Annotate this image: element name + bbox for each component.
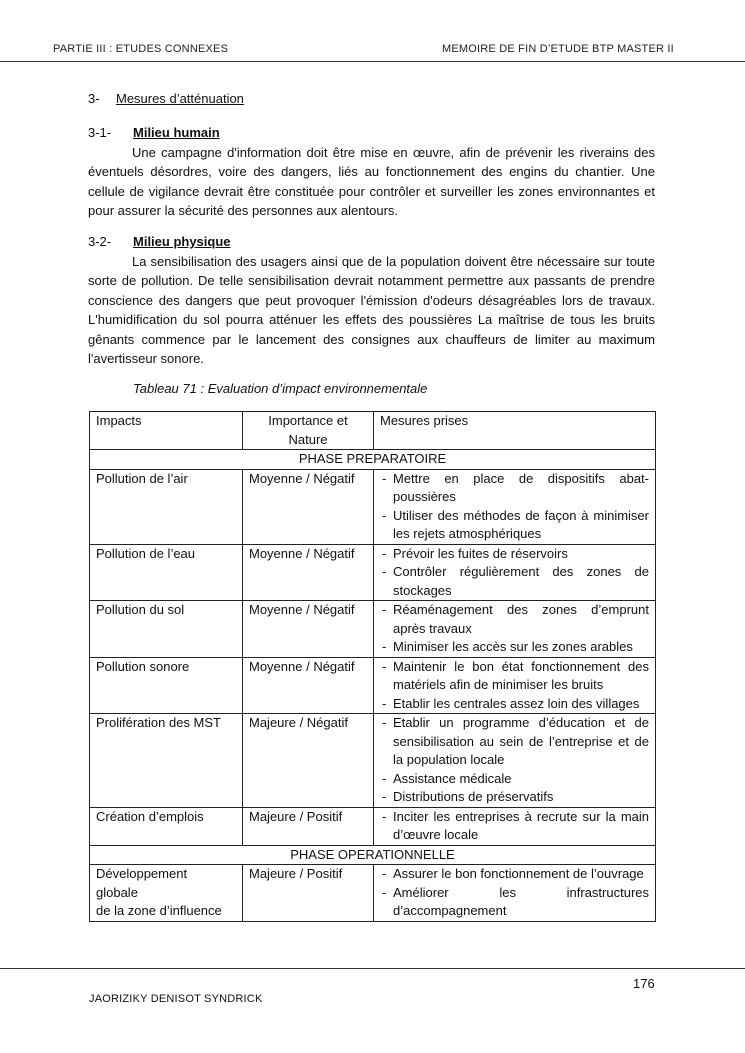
table-row (90, 657, 656, 714)
header-mesures: Mesures prises (374, 412, 656, 450)
importance-cell: Moyenne / Négatif (243, 601, 374, 658)
impact-cell (90, 865, 243, 922)
mesures-cell (374, 807, 656, 845)
mesure-item: - Etablir un programme d’éducation et de sensibilisation au sein de l’entreprise et de la population locale (380, 714, 649, 770)
importance-cell: Majeure / Positif (243, 807, 374, 845)
phase-label: PHASE PREPARATOIRE (90, 450, 656, 470)
header-right: MEMOIRE DE FIN D’ETUDE BTP MASTER II (442, 43, 674, 55)
mesures-cell (374, 714, 656, 808)
importance-cell: Moyenne / Négatif (243, 544, 374, 601)
mesure-item: - Maintenir le bon état fonctionnement des matériels afin de minimiser les bruits (380, 658, 649, 695)
importance-cell: Moyenne / Négatif (243, 657, 374, 714)
subsection-heading-physical (88, 234, 231, 249)
mesure-item: - Assurer le bon fonctionnement de l’ouvrage (380, 865, 649, 884)
subsection-title: Milieu physique (133, 234, 231, 249)
impact-cell: Pollution du sol (90, 601, 243, 658)
impact-cell: Pollution de l’air (90, 469, 243, 544)
impact-cell: Prolifération des MST (90, 714, 243, 808)
table-row (90, 807, 656, 845)
section-heading (88, 91, 244, 106)
table-row (90, 714, 656, 808)
importance-cell: Majeure / Négatif (243, 714, 374, 808)
table-row (90, 865, 656, 922)
mesure-item: - Etablir les centrales assez loin des villages (380, 695, 649, 714)
mesure-item: - Assistance médicale (380, 770, 649, 789)
table-row (90, 469, 656, 544)
footer-author: JAORIZIKY DENISOT SYNDRICK (89, 993, 263, 1005)
section-title: Mesures d’atténuation (116, 91, 244, 106)
phase-row (90, 845, 656, 865)
impact-cell: Pollution de l’eau (90, 544, 243, 601)
mesure-item: - Prévoir les fuites de réservoirs (380, 545, 649, 564)
table-caption: Tableau 71 : Evaluation d’impact environnementale (133, 381, 428, 396)
mesure-item: - Minimiser les accès sur les zones arables (380, 638, 649, 657)
paragraph-human: Une campagne d'information doit être mise en œuvre, afin de prévenir les riverains des éventuels désordres, voire des dangers, liés au fonctionnement des engins du chantier. Une cellule de vigilance devrait être constituée pour contrôler et surveiller les zones environnantes et pour assurer la sécurité des personnes aux alentours. (88, 145, 655, 219)
footer-divider (0, 968, 745, 969)
phase-label: PHASE OPERATIONNELLE (90, 845, 656, 865)
subsection-heading-human (88, 125, 220, 140)
impact-cell: Pollution sonore (90, 657, 243, 714)
subsection-title: Milieu humain (133, 125, 220, 140)
impact-table (89, 411, 656, 922)
header-importance: Importance et Nature (243, 412, 374, 450)
impact-cell: Création d’emplois (90, 807, 243, 845)
mesure-item: - Mettre en place de dispositifs abat-poussières (380, 470, 649, 507)
mesures-cell (374, 865, 656, 922)
subsection-number: 3-2- (88, 234, 112, 249)
importance-cell: Majeure / Positif (243, 865, 374, 922)
mesure-item: - Utiliser des méthodes de façon à minimiser les rejets atmosphériques (380, 507, 649, 544)
paragraph-physical: La sensibilisation des usagers ainsi que de la population doivent être nécessaire sur toute sorte de pollution. De telle sensibilisation devrait notamment permettre aux passants de prendre conscience des dangers que peut provoquer l'émission d'odeurs désagréables lors de travaux. L'humidification du sol pourra atténuer les effets des poussières La maîtrise de tous les bruits gênants commence par le lancement des consignes aux chauffeurs de limiter au maximum l'avertisseur sonore. (88, 254, 655, 367)
section-number: 3- (88, 91, 100, 106)
table-row (90, 544, 656, 601)
header-divider (0, 61, 745, 62)
header-impacts: Impacts (90, 412, 243, 450)
mesures-cell (374, 544, 656, 601)
phase-row (90, 450, 656, 470)
mesure-item: - Distributions de préservatifs (380, 788, 649, 807)
table-row (90, 601, 656, 658)
page-number: 176 (633, 976, 655, 991)
mesure-item: - Améliorer les infrastructures d’accompagnement (380, 884, 649, 921)
mesures-cell (374, 601, 656, 658)
mesure-item: - Contrôler régulièrement des zones de stockages (380, 563, 649, 600)
mesures-cell (374, 469, 656, 544)
impact-line: Développement (96, 866, 188, 881)
header-left: PARTIE III : ETUDES CONNEXES (53, 43, 229, 55)
subsection-number: 3-1- (88, 125, 112, 140)
mesure-item: - Inciter les entreprises à recrute sur la main d’œuvre locale (380, 808, 649, 845)
mesures-cell (374, 657, 656, 714)
table-header-row (90, 412, 656, 450)
impact-line: de la zone d’influence (96, 903, 222, 918)
mesure-item: - Réaménagement des zones d’emprunt après travaux (380, 601, 649, 638)
importance-cell: Moyenne / Négatif (243, 469, 374, 544)
impact-line: globale (96, 884, 138, 900)
